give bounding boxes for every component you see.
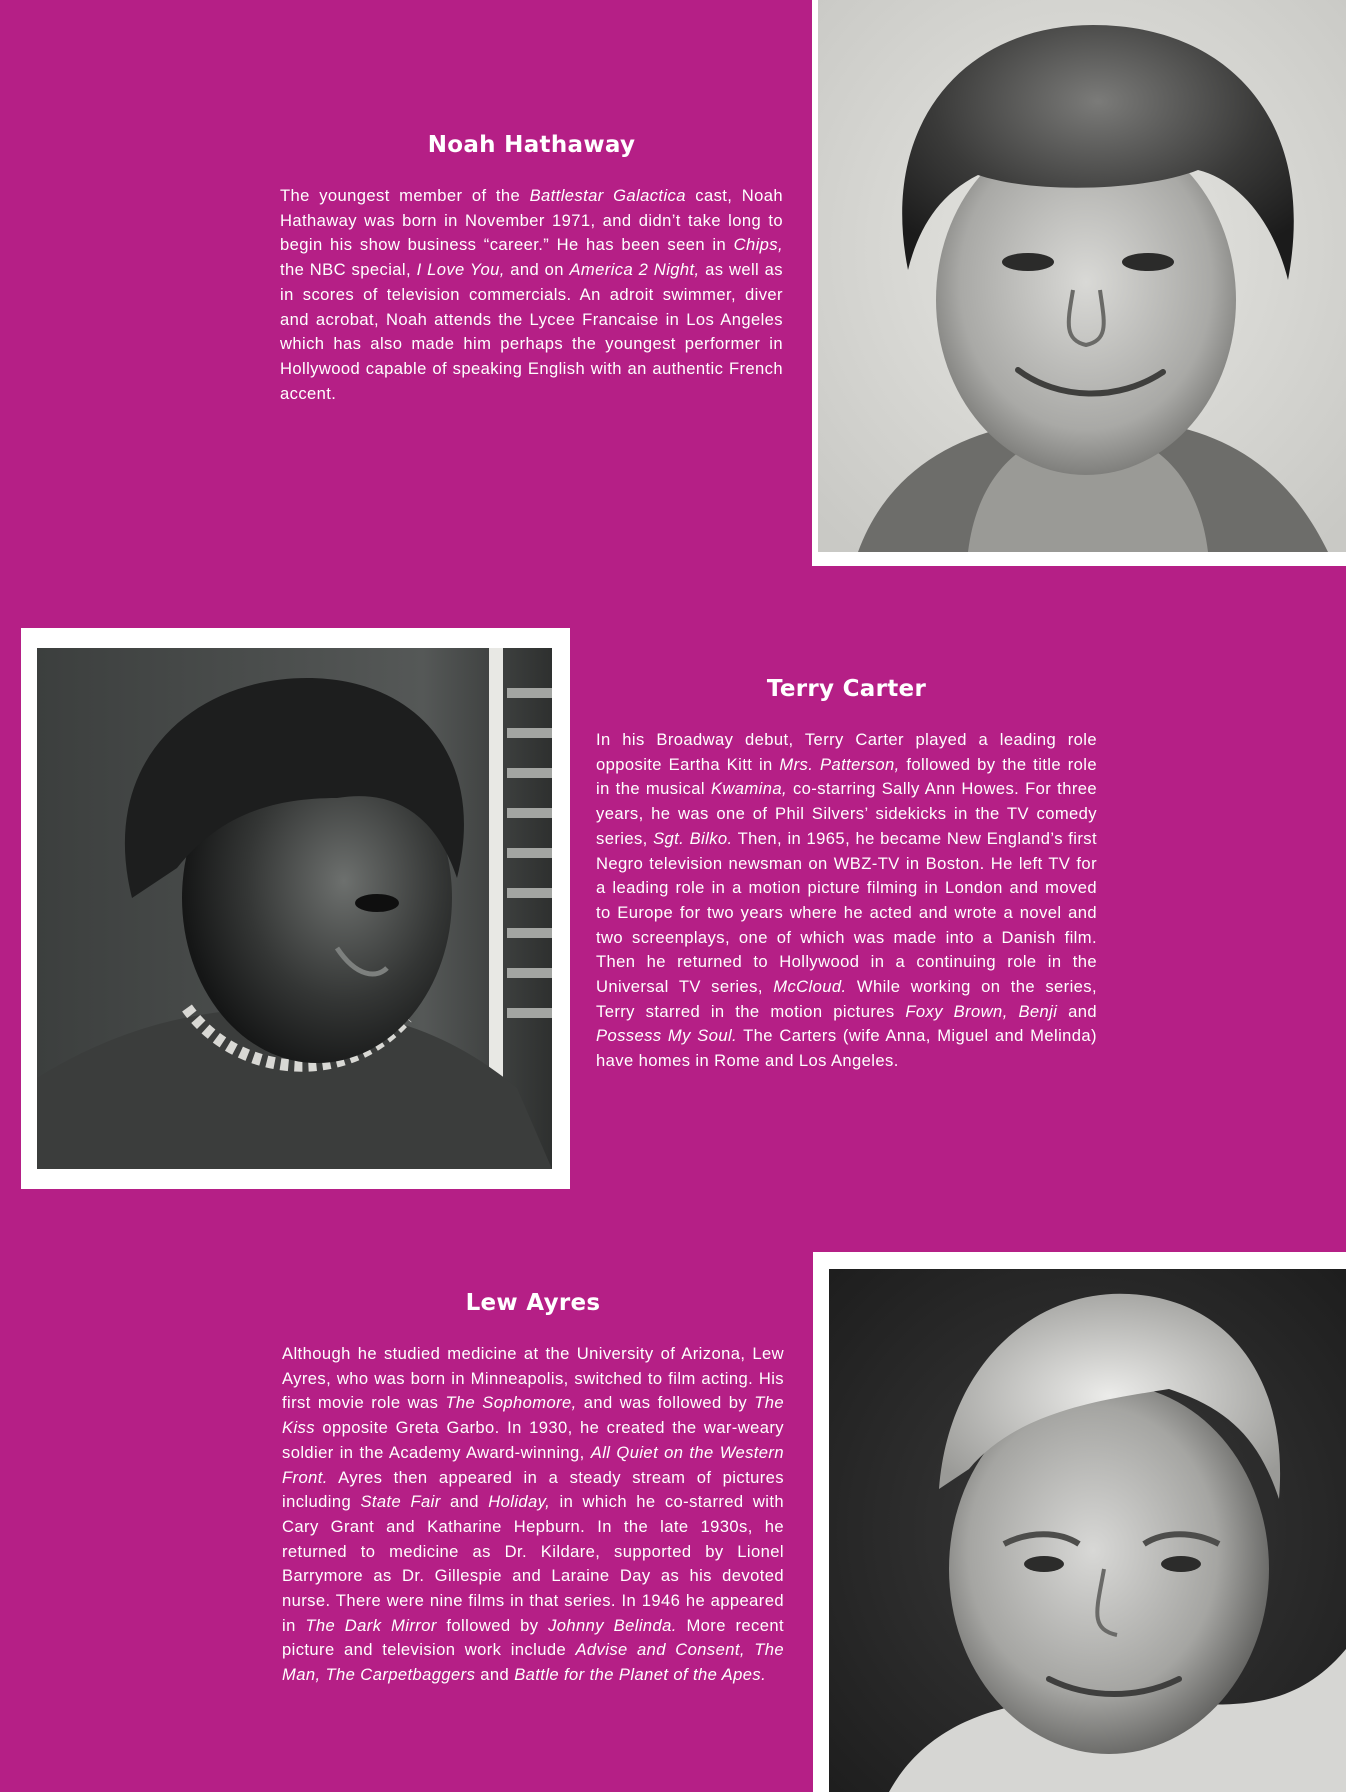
italic-title-text: Chips, [733, 235, 783, 255]
body-text: While working on the series, Terry starred in the motion pictures [596, 977, 1098, 1021]
bio-body [280, 184, 783, 406]
body-text: co-starring Sally Ann Howes. For three years, he was one of Phil Silvers’ sidekicks in the TV comedy series, [596, 779, 1098, 848]
bio-terry-carter [596, 676, 1097, 1074]
italic-title-text: The Dark Mirror [305, 1615, 437, 1635]
body-text: opposite Greta Garbo. In 1930, he created the war-weary soldier in the Academy Award-winning, [282, 1418, 784, 1462]
body-text: cast, Noah Hathaway was born in November 1971, and didn’t take long to begin his show business “career.” He has been seen in [280, 186, 783, 255]
italic-title-text: The Kiss [282, 1393, 784, 1438]
body-text: The youngest member of the [280, 186, 530, 205]
bio-title: Lew Ayres [465, 1290, 601, 1316]
italic-title-text: The Sophomore, [445, 1393, 577, 1413]
portrait-terry-carter [37, 648, 552, 1169]
portrait-noah-hathaway [818, 0, 1346, 552]
body-text: Then, in 1965, he became New England’s first Negro television newsman on WBZ-TV in Boston. He left TV for a leading role in a motion picture filming in London and moved to Europe for two years where he acted and wrote a novel and two screenplays, one of which was made into a Danish film. Then he returned to Hollywood in a continuing role in the Universal TV series, [596, 828, 1097, 997]
italic-title-text: Foxy Brown, Benji [905, 1001, 1058, 1021]
body-text: More recent picture and television work include [282, 1615, 785, 1660]
italic-title-text: Sgt. Bilko. [653, 828, 733, 848]
italic-title-text: Battle for the Planet of the Apes. [514, 1665, 767, 1685]
italic-title-text: State Fair [360, 1492, 441, 1512]
italic-title-text: America 2 Night, [569, 260, 700, 280]
photo-frame-lew [813, 1252, 1346, 1792]
body-text: followed by the title role in the musical [596, 754, 1097, 799]
bio-body [596, 728, 1097, 1074]
italic-title-text: All Quiet on the Western Front. [282, 1442, 784, 1487]
body-text: the NBC special, [280, 260, 417, 280]
photo-frame-noah [812, 0, 1346, 566]
body-text: The Carters (wife Anna, Miguel and Melinda) have homes in Rome and Los Angeles. [596, 1026, 1097, 1071]
italic-title-text: Holiday, [488, 1492, 551, 1512]
italic-title-text: Advise and Consent, The Man, The Carpetbaggers [282, 1640, 785, 1685]
bio-body [282, 1342, 784, 1688]
body-text: and [1057, 1001, 1097, 1021]
body-text: Ayres then appeared in a steady stream of pictures including [282, 1467, 784, 1512]
italic-title-text: Kwamina, [710, 779, 787, 799]
body-text: and [475, 1665, 515, 1685]
body-text: and [440, 1492, 489, 1512]
italic-title-text: Possess My Soul. [596, 1026, 738, 1046]
italic-title-text: Battlestar Galactica [529, 186, 686, 205]
body-text: followed by [436, 1615, 549, 1635]
body-text: and was followed by [576, 1393, 755, 1413]
bio-title: Terry Carter [766, 676, 927, 702]
body-text: In his Broadway debut, Terry Carter played a leading role opposite Eartha Kitt in [596, 730, 1097, 774]
body-text: as well as in scores of television commercials. An adroit swimmer, diver and acrobat, Noah attends the Lycee Francaise in Los Angeles which has also made him perhaps the youngest performer in Hollywood capable of speaking English with an authentic French accent. [280, 260, 783, 403]
italic-title-text: Mrs. Patterson, [779, 754, 900, 774]
body-text: and on [504, 260, 570, 280]
bio-noah-hathaway [280, 132, 783, 406]
bio-lew-ayres [282, 1290, 784, 1688]
italic-title-text: Johnny Belinda. [548, 1615, 677, 1635]
body-text: Although he studied medicine at the University of Arizona, Lew Ayres, who was born in Minneapolis, switched to film acting. His first movie role was [282, 1344, 784, 1413]
body-text: in which he co-starred with Cary Grant and Katharine Hepburn. In the late 1930s, he returned to medicine as Dr. Kildare, supported by Lionel Barrymore as Dr. Gillespie and Laraine Day as his devoted nurse. There were nine films in that series. In 1946 he appeared in [282, 1492, 784, 1635]
photo-frame-terry [21, 628, 570, 1189]
portrait-lew-ayres [829, 1269, 1346, 1792]
bio-title: Noah Hathaway [427, 132, 636, 158]
italic-title-text: I Love You, [416, 260, 505, 280]
italic-title-text: McCloud. [773, 977, 847, 997]
